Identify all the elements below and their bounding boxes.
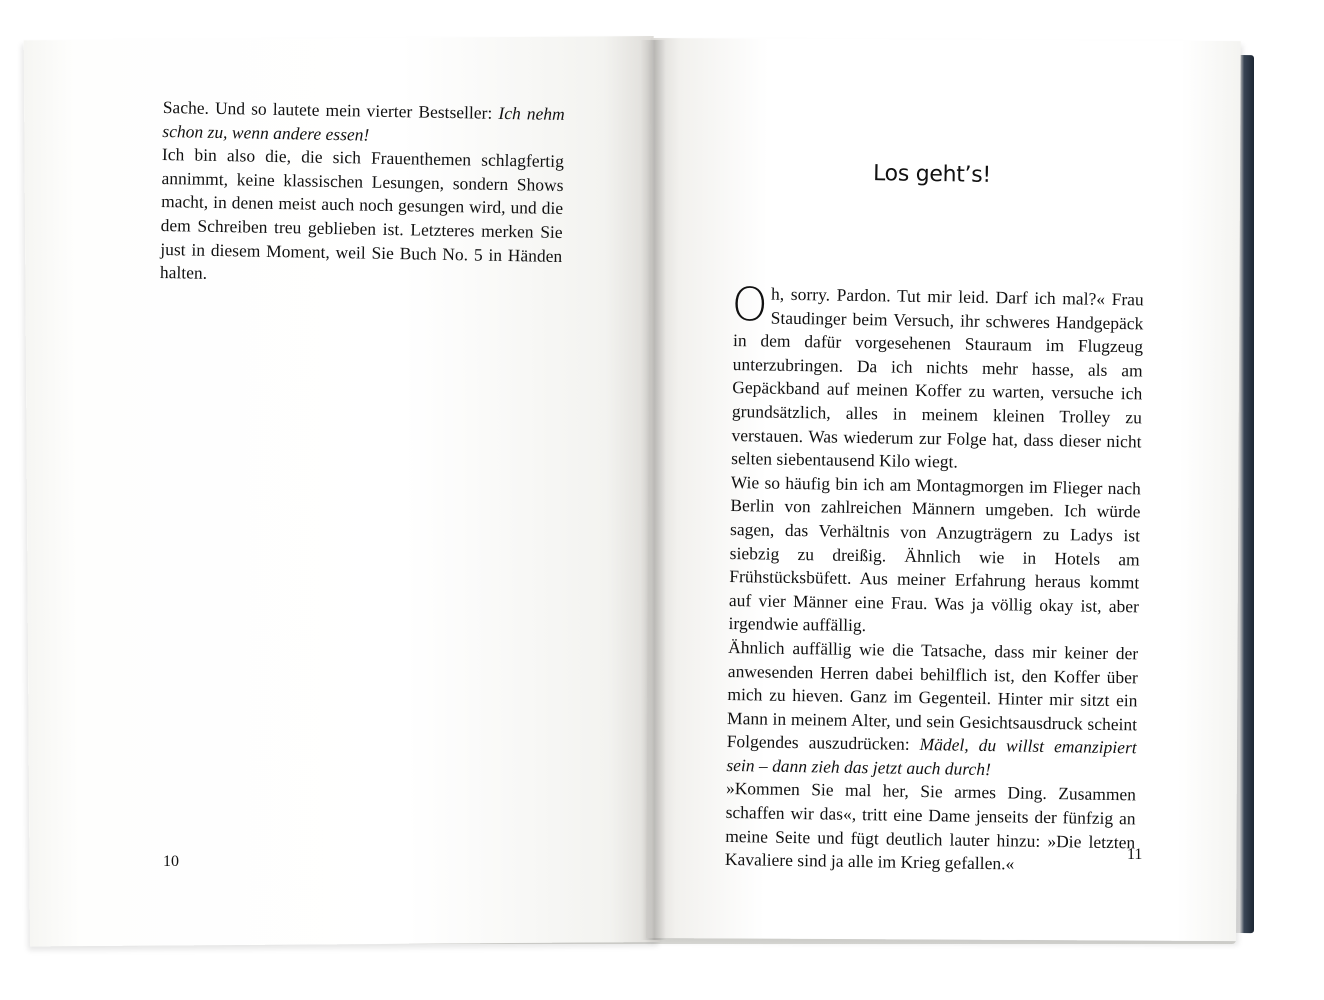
right-page-text: [724, 276, 1144, 878]
page-number-right: 11: [1127, 846, 1143, 863]
paragraph: [726, 636, 1138, 784]
paragraph: [725, 777, 1136, 878]
paragraph-text: »Kommen Sie mal her, Sie armes Ding. Zusammen schaffen wir das«, tritt eine Dame jenseits der fünfzig an meine Seite und fügt deutlich lauter hinzu: »Die letzten Kavaliere sind ja alle im Krieg gefallen.«: [724, 778, 1137, 874]
drop-cap: O: [731, 276, 769, 332]
paragraph-text: h, sorry. Pardon. Tut mir leid. Darf ich mal?« Frau Staudinger beim Versuch, ihr schweres Handgepäck in dem dafür vorgesehenen Stauraum im Flugzeug unterzubringen. Da ich nichts mehr hasse, als am Gepäckband auf meinen Koffer zu warten, versuche ich grundsätzlich, alles in meinem kleinen Trolley zu verstauen. Was wiederum zur Folge hat, dass dieser nicht selten siebentausend Kilo wiegt.: [731, 283, 1144, 472]
paragraph: [728, 471, 1141, 643]
paragraph: [160, 143, 564, 292]
paragraph: [731, 276, 1144, 477]
left-page-text: [160, 96, 565, 292]
page-number-left: 10: [163, 853, 179, 870]
paragraph: [162, 96, 565, 150]
paragraph-text: Wie so häufig bin ich am Montagmorgen im Flieger nach Berlin von zahlreichen Männern umgeben. Ich würde sagen, das Verhältnis von Anzugträgern zu Ladys ist siebzig zu dreißig. Ähnlich wie in Hotels am Frühstücksbüfett. Aus meiner Erfahrung heraus kommt auf vier Männer eine Frau. Was ja völlig okay ist, aber irgendwie auffällig.: [728, 471, 1141, 636]
paragraph-text: Ich bin also die, die sich Frauenthemen schlagfertig annimmt, keine klassischen Lesungen, sondern Shows macht, in denen meist auch noch gesungen wird, und die dem Schreiben treu geblieben ist. Letzteres merken Sie just in diesem Moment, weil Sie Buch No. 5 in Händen halten.: [159, 144, 565, 283]
italic-thought: Mädel, du willst emanzipiert sein – dann zieh das jetzt auch durch!: [726, 734, 1137, 779]
book-title-italic: Ich nehm schon zu, wenn andere essen!: [162, 102, 565, 145]
paragraph-text: Sache. Und so lautete mein vierter Bestseller:: [162, 96, 499, 123]
chapter-title: Los geht’s!: [872, 161, 992, 188]
book-gutter: [640, 40, 666, 940]
paragraph-text: Ähnlich auffällig wie die Tatsache, dass mir keiner der anwesenden Herren dabei behilflich ist, den Koffer über mich zu hieven. Ganz im Gegenteil. Hinter mir sitzt ein Mann in meinem Alter, und sein Gesichtsausdruck scheint Folgendes auszudrücken:: [726, 636, 1139, 755]
